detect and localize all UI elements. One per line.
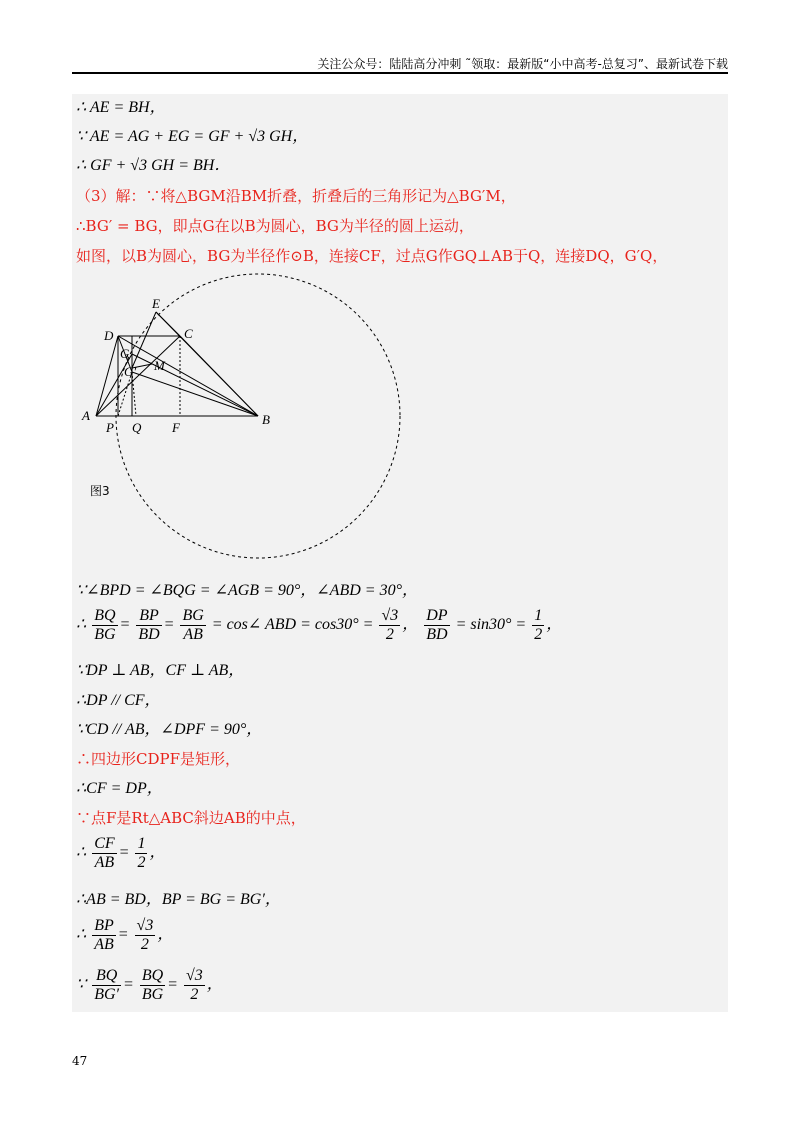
line-parallel: ∴DP // CF， <box>76 692 161 709</box>
frac-1: 1 <box>534 606 543 624</box>
line-cd-ab: ∵CD // AB，∠DPF = 90°， <box>76 721 263 738</box>
label-d: D <box>104 328 114 343</box>
label-m: M <box>154 358 165 373</box>
frac-sqrt3c: √3 <box>185 966 203 984</box>
frac-2b: 2 <box>534 625 543 643</box>
frac-two: 2 <box>137 853 146 871</box>
label-b: B <box>262 412 270 427</box>
label-a: A <box>82 408 90 423</box>
line-cf-ab-ratio: ∴ $\frac{CF}{AB}$ = $\frac{1}{2}$ ， <box>76 834 166 871</box>
frac-2d: 2 <box>190 985 199 1003</box>
line-gf-bh: ∴ GF + √3 GH = BH． <box>76 157 231 174</box>
line-bq-ratio: ∵ $\frac{BQ}{BG'}$ = $\frac{BQ}{BG}$ = $\frac{√3}{2}$ ， <box>76 966 223 1003</box>
geometry-figure <box>80 268 420 568</box>
label-c: C <box>184 326 193 341</box>
frac-bd2: BD <box>426 625 448 643</box>
line-cf-dp: ∴CF = DP， <box>76 780 163 797</box>
header-rule <box>72 72 728 74</box>
frac-dp: DP <box>426 606 448 624</box>
frac-bg2: BG <box>182 606 204 624</box>
line-ratios: ∴ $\frac{BQ}{BG}$ = $\frac{BP}{BD}$ = $\frac{BG}{AB}$ = cos∠ ABD = cos30° = $\frac{√3}{2}$ ， $\frac{DP}{BD}$ = sin30° = $\frac{1}{2}$ ， <box>76 606 563 643</box>
frac-2: 2 <box>385 625 394 643</box>
frac-ab: AB <box>183 625 203 643</box>
frac-ab3: AB <box>94 935 114 953</box>
frac-bq2: BQ <box>92 967 121 986</box>
cos-text: = cos∠ ABD = cos30° = <box>211 616 374 633</box>
line-rectangle: ∴四边形CDPF是矩形， <box>76 750 241 768</box>
line-ae-sum: ∵ AE = AG + EG = GF + √3 GH， <box>76 128 309 145</box>
label-g-prime: G′ <box>124 364 137 379</box>
line-bp-ab-ratio: ∴ $\frac{BP}{AB}$ = $\frac{√3}{2}$ ， <box>76 916 174 953</box>
label-p: P <box>106 420 114 435</box>
frac-2c: 2 <box>140 935 149 953</box>
line-part3-intro: （3）解：∵将△BGM沿BM折叠，折叠后的三角形记为△BG′M， <box>76 187 516 205</box>
sin-text: = sin30° = <box>455 616 527 633</box>
frac-cf: CF <box>94 834 115 852</box>
line-ab-bd: ∴AB = BD，BP = BG = BG′， <box>76 891 281 908</box>
frac-bp2: BP <box>94 916 114 934</box>
line-circle-motion: ∴BG′ = BG，即点G在以B为圆心，BG为半径的圆上运动， <box>76 217 474 235</box>
frac-bg: BG <box>94 625 116 643</box>
frac-bg-prime: BG′ <box>94 985 120 1003</box>
label-f: F <box>172 420 180 435</box>
page-number: 47 <box>72 1054 88 1068</box>
line-construction: 如图，以B为圆心，BG为半径作⊙B，连接CF，过点G作GQ⊥AB于Q，连接DQ，G′Q， <box>76 247 668 265</box>
label-q: Q <box>132 420 142 435</box>
frac-one: 1 <box>137 834 146 852</box>
frac-bd: BD <box>138 625 160 643</box>
label-e: E <box>152 296 160 311</box>
line-angles: ∵∠BPD = ∠BQG = ∠AGB = 90°，∠ABD = 30°， <box>76 582 418 599</box>
frac-bg3: BG <box>141 985 164 1003</box>
frac-bp: BP <box>136 607 161 626</box>
label-g: G <box>120 346 130 361</box>
figure-caption: 图3 <box>90 484 110 498</box>
line-perp: ∵DP ⊥ AB，CF ⊥ AB， <box>76 662 245 679</box>
frac-bq: BQ <box>94 606 116 624</box>
solution-panel <box>72 94 728 1012</box>
frac-sqrt3b: √3 <box>136 916 154 934</box>
frac-bq3: BQ <box>141 966 164 984</box>
frac-ab2: AB <box>94 853 115 871</box>
line-midpoint: ∵点F是Rt△ABC斜边AB的中点， <box>76 809 306 827</box>
frac-sqrt3: √3 <box>381 606 399 624</box>
page-header: 关注公众号：陆陆高分冲刺 ˜领取：最新版“小中高考-总复习”、最新试卷下载 <box>317 57 728 71</box>
line-ae-bh: ∴ AE = BH， <box>76 99 166 116</box>
